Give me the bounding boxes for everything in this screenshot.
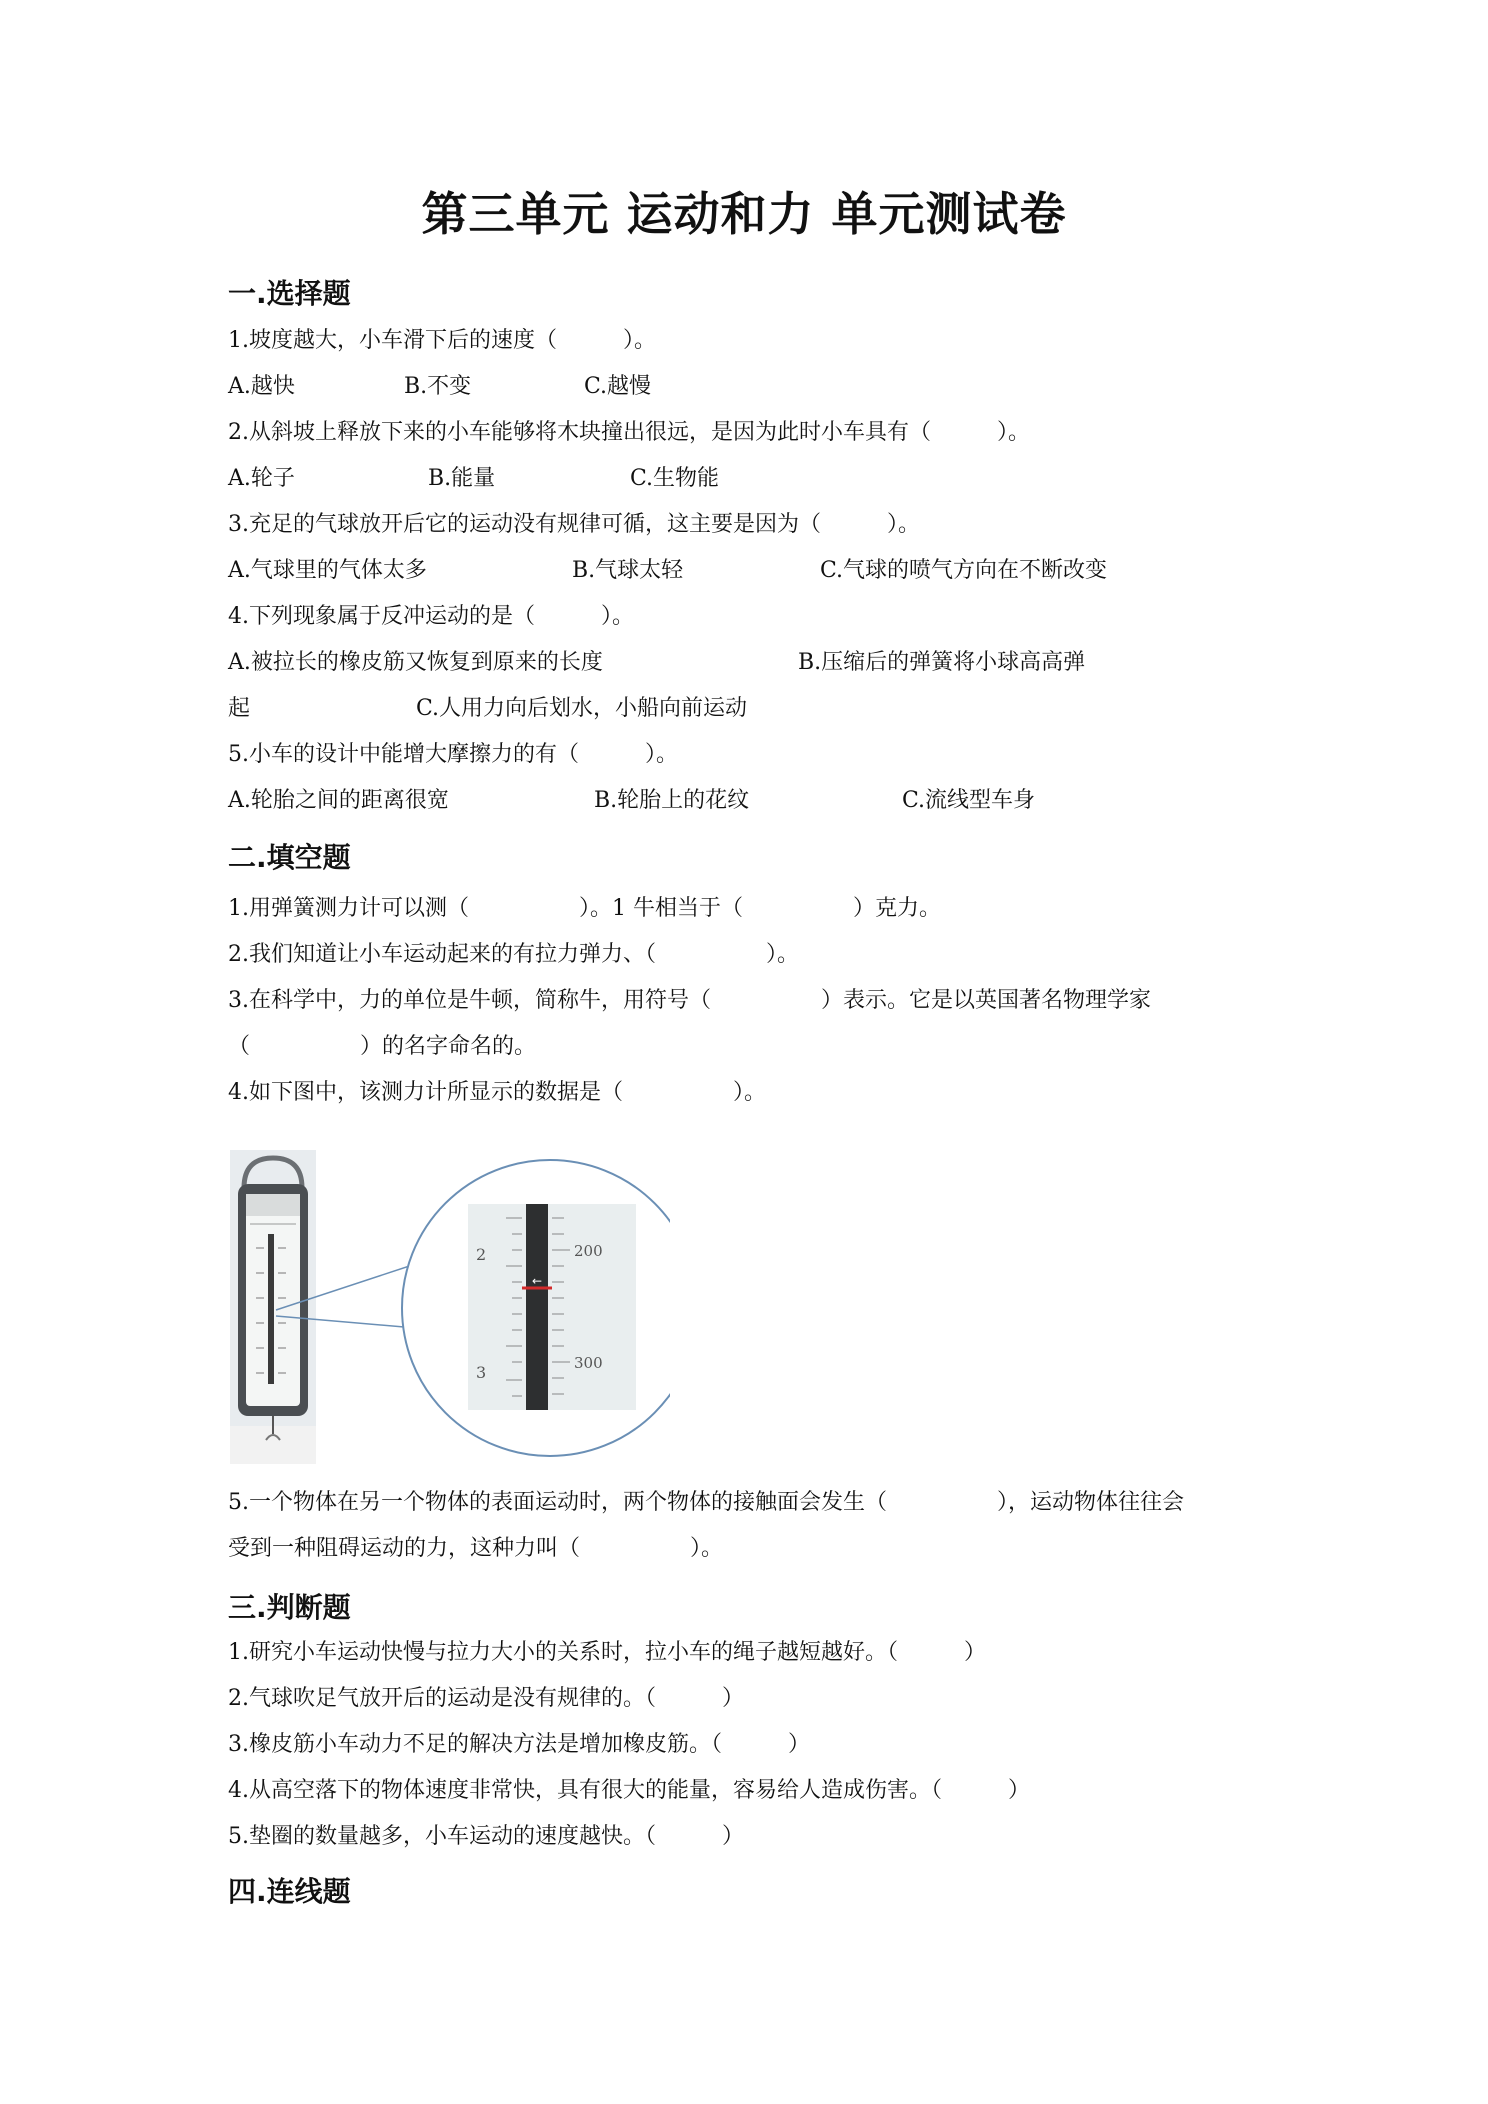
question-text: 1.用弹簧测力计可以测（ ）。1 牛相当于（ ）克力。: [228, 896, 941, 921]
scale-label-right: 200: [574, 1242, 603, 1260]
question-text: 5.小车的设计中能增大摩擦力的有（ ）。: [228, 742, 678, 767]
option-c: C.人用力向后划水，小船向前运动: [416, 696, 748, 721]
svg-text:←: ←: [532, 1274, 543, 1288]
question-text: 5.垫圈的数量越多，小车运动的速度越快。（ ）: [228, 1824, 744, 1849]
option-a: A.被拉长的橡皮筋又恢复到原来的长度: [228, 650, 603, 675]
section-heading-choice: 一.选择题: [228, 277, 351, 310]
option-b: B.气球太轻: [572, 558, 684, 583]
option-b: B.轮胎上的花纹: [594, 788, 750, 813]
option-a: A.轮子: [228, 466, 295, 491]
question-text: （ ）的名字命名的。: [228, 1034, 537, 1059]
section-heading-judge: 三.判断题: [228, 1591, 351, 1624]
question-text: 1.坡度越大，小车滑下后的速度（ ）。: [228, 328, 656, 353]
option-b-wrap: 起: [228, 696, 251, 721]
question-text: 4.下列现象属于反冲运动的是（ ）。: [228, 604, 634, 629]
option-b: B.压缩后的弹簧将小球高高弹: [798, 650, 1086, 675]
question-text: 5.一个物体在另一个物体的表面运动时，两个物体的接触面会发生（ ），运动物体往往会: [228, 1490, 1184, 1515]
question-text: 3.在科学中，力的单位是牛顿，简称牛，用符号（ ）表示。它是以英国著名物理学家: [228, 988, 1151, 1013]
scale-label-left: 3: [476, 1363, 487, 1382]
question-text: 3.橡皮筋小车动力不足的解决方法是增加橡皮筋。（ ）: [228, 1732, 810, 1757]
option-b: B.不变: [404, 374, 472, 399]
option-c: C.气球的喷气方向在不断改变: [820, 558, 1108, 583]
section-heading-matching: 四.连线题: [228, 1875, 351, 1908]
question-text: 受到一种阻碍运动的力，这种力叫（ ）。: [228, 1536, 724, 1561]
question-text: 2.气球吹足气放开后的运动是没有规律的。（ ）: [228, 1686, 744, 1711]
option-c: C.越慢: [584, 374, 652, 399]
option-a: A.越快: [228, 374, 295, 399]
page-title: 第三单元 运动和力 单元测试卷: [421, 187, 1067, 241]
question-text: 2.从斜坡上释放下来的小车能够将木块撞出很远，是因为此时小车具有（ ）。: [228, 420, 1030, 445]
option-c: C.生物能: [630, 466, 720, 491]
question-text: 4.从高空落下的物体速度非常快，具有很大的能量，容易给人造成伤害。（ ）: [228, 1778, 1030, 1803]
question-text: 1.研究小车运动快慢与拉力大小的关系时，拉小车的绳子越短越好。（ ）: [228, 1640, 986, 1665]
scale-label-left: 2: [476, 1245, 487, 1264]
spring-scale-figure: [230, 1148, 670, 1468]
option-a: A.气球里的气体太多: [228, 558, 427, 583]
question-text: 2.我们知道让小车运动起来的有拉力弹力、（ ）。: [228, 942, 799, 967]
section-heading-fill: 二.填空题: [228, 841, 351, 874]
question-text: 3.充足的气球放开后它的运动没有规律可循，这主要是因为（ ）。: [228, 512, 920, 537]
question-text: 4.如下图中，该测力计所显示的数据是（ ）。: [228, 1080, 766, 1105]
option-c: C.流线型车身: [902, 788, 1036, 813]
option-a: A.轮胎之间的距离很宽: [228, 788, 449, 813]
scale-label-right: 300: [574, 1354, 603, 1372]
option-b: B.能量: [428, 466, 496, 491]
